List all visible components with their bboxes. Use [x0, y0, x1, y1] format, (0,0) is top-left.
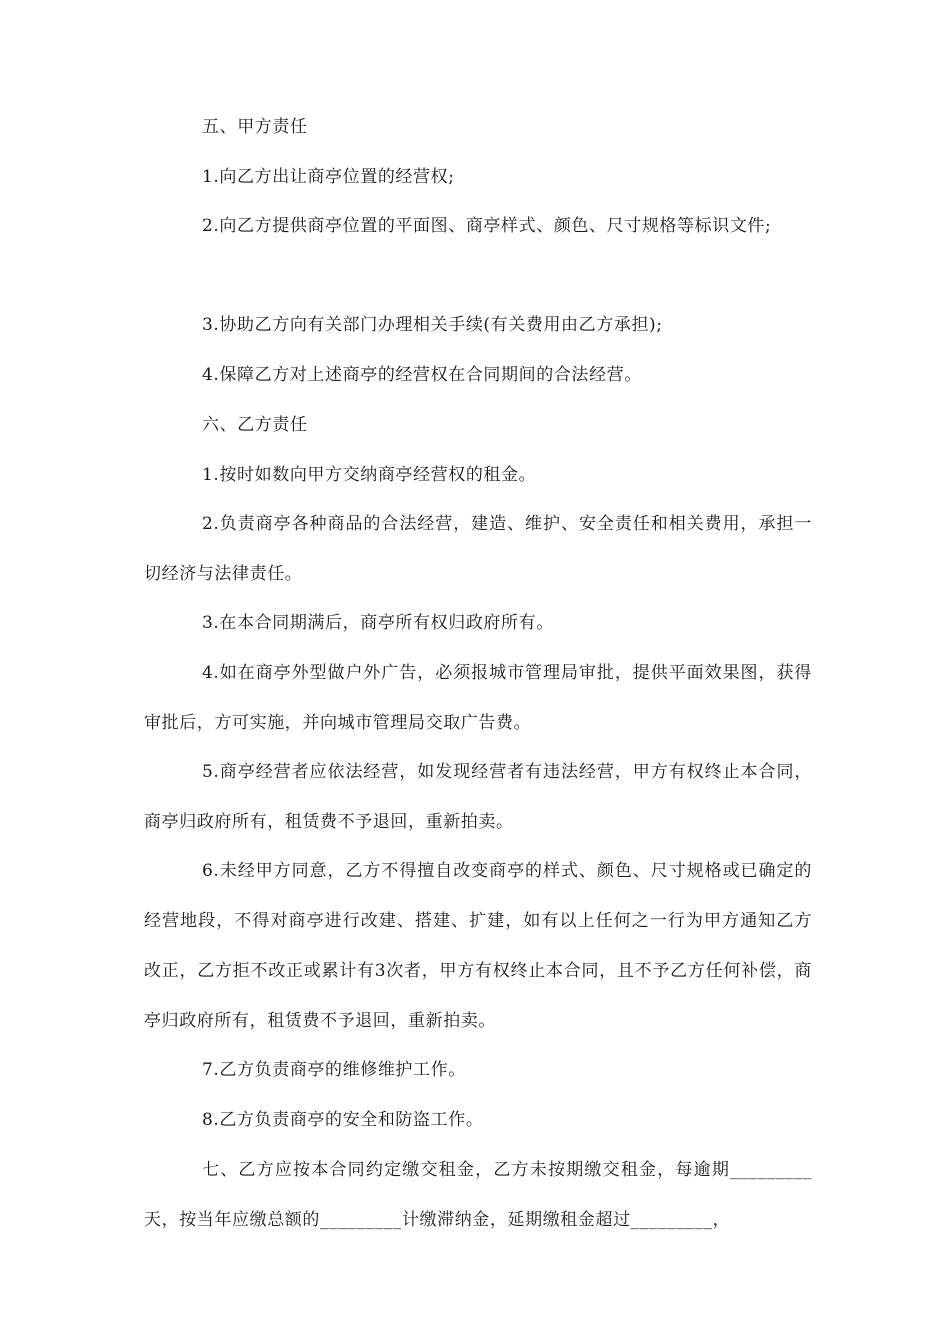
- paragraph-a-1: 1.向乙方出让商亭位置的经营权;: [202, 167, 455, 187]
- paragraph-b-7: 7.乙方负责商亭的维修维护工作。: [202, 1060, 466, 1080]
- paragraph-b-6: 6.未经甲方同意，乙方不得擅自改变商亭的样式、颜色、尺寸规格或已确定的经营地段，不得对商亭进行改建、搭建、扩建，如有以上任何之一行为甲方通知乙方改正，乙方拒不改正或累计有3次者，甲方有权终止本合同，且不予乙方任何补偿，商亭归政府所有，租赁费不予退回，重新拍卖。: [144, 861, 812, 1031]
- section-seven-paragraph: 七、乙方应按本合同约定缴交租金，乙方未按期缴交租金，每逾期_________天，按当年应缴总额的_________计缴滞纳金，延期缴租金超过_________，: [144, 1160, 812, 1230]
- paragraph-b-3: 3.在本合同期满后，商亭所有权归政府所有。: [202, 613, 554, 633]
- paragraph-b-1: 1.按时如数向甲方交纳商亭经营权的租金。: [202, 465, 537, 485]
- paragraph-b-8: 8.乙方负责商亭的安全和防盗工作。: [202, 1110, 484, 1130]
- paragraph-b-5: 5.商亭经营者应依法经营，如发现经营者有违法经营，甲方有权终止本合同，商亭归政府所有，租赁费不予退回，重新拍卖。: [144, 762, 812, 832]
- paragraph-a-2: 2.向乙方提供商亭位置的平面图、商亭样式、颜色、尺寸规格等标识文件;: [202, 216, 772, 236]
- section-heading-party-b-duties: 六、乙方责任: [202, 415, 308, 435]
- paragraph-b-4: 4.如在商亭外型做户外广告，必须报城市管理局审批，提供平面效果图，获得审批后，方可实施，并向城市管理局交取广告费。: [144, 663, 812, 733]
- paragraph-b-2: 2.负责商亭各种商品的合法经营，建造、维护、安全责任和相关费用，承担一切经济与法律责任。: [144, 514, 812, 584]
- section-heading-party-a-duties: 五、甲方责任: [202, 117, 308, 137]
- paragraph-a-3: 3.协助乙方向有关部门办理相关手续(有关费用由乙方承担);: [202, 315, 663, 335]
- paragraph-a-4: 4.保障乙方对上述商亭的经营权在合同期间的合法经营。: [202, 365, 642, 385]
